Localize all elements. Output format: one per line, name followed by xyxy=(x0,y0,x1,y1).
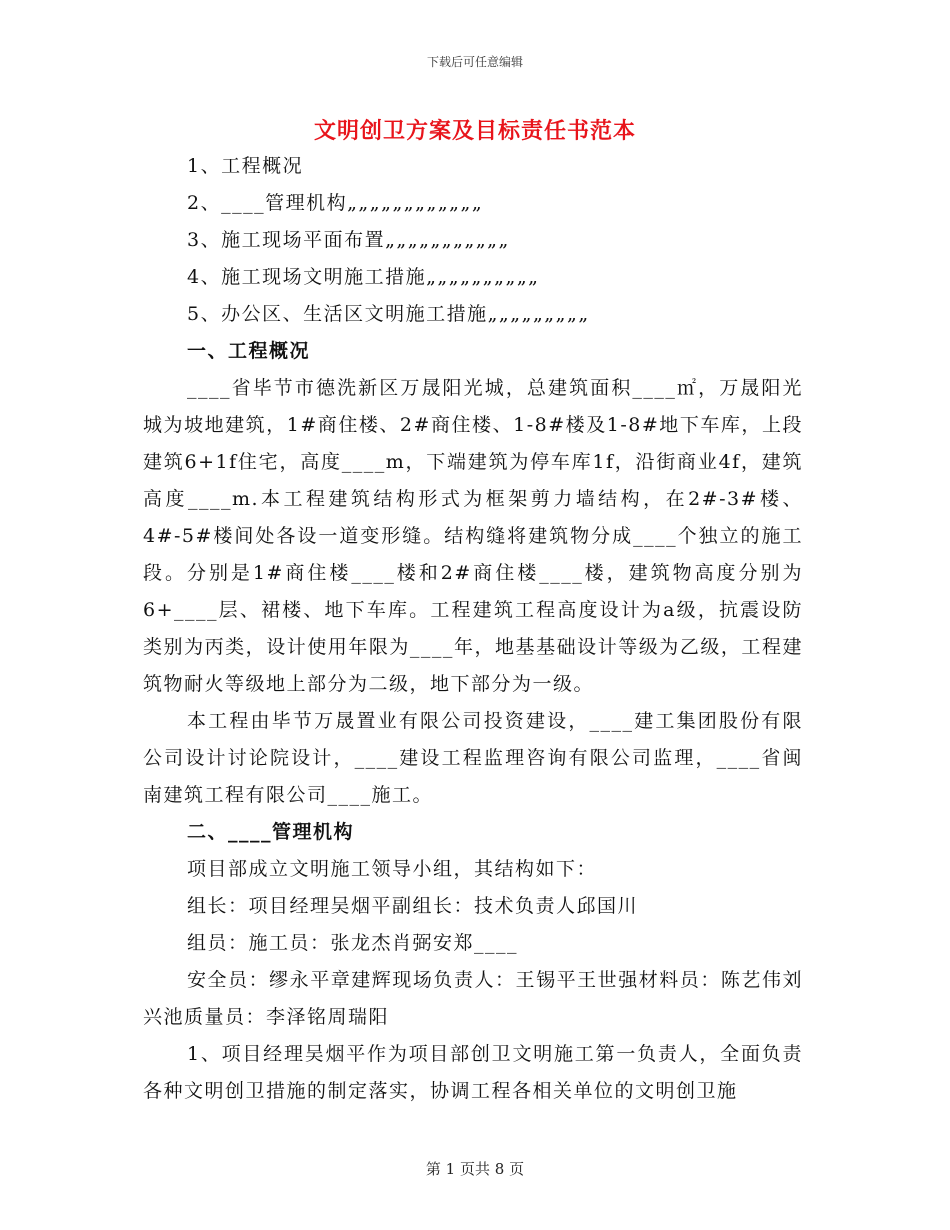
team-leader-line: 组长：项目经理吴烟平副组长：技术负责人邱国川 xyxy=(187,895,639,917)
document-title: 文明创卫方案及目标责任书范本 xyxy=(313,118,636,144)
parties-paragraph: 本工程由毕节万晟置业有限公司投资建设，____建工集团股份有限公司设计讨论院设计，____建设工程监理咨询有限公司监理，____省闽南建筑工程有限公司____施工。 xyxy=(143,710,803,806)
document-body xyxy=(143,148,803,1110)
toc-item-2: 2、____管理机构„„„„„„„„„„„„ xyxy=(187,192,484,214)
toc-item-4: 4、施工现场文明施工措施„„„„„„„„„„ xyxy=(187,266,540,288)
section-heading-overview: 一、工程概况 xyxy=(187,340,311,362)
team-members-line: 组员：施工员：张龙杰肖弼安郑____ xyxy=(187,932,519,954)
staff-paragraph: 安全员：缪永平章建辉现场负责人：王锡平王世强材料员：陈艺伟刘兴池质量员：李泽铭周瑞阳 xyxy=(143,969,803,1028)
header-note: 下载后可任意编辑 xyxy=(426,55,523,69)
toc-item-1: 1、工程概况 xyxy=(187,155,304,177)
section-heading-management: 二、____管理机构 xyxy=(187,821,355,843)
page-footer: 第 1 页共 8 页 xyxy=(425,1160,525,1178)
duty-paragraph: 1、项目经理吴烟平作为项目部创卫文明施工第一负责人，全面负责各种文明创卫措施的制定落实，协调工程各相关单位的文明创卫施 xyxy=(143,1043,803,1102)
toc-item-3: 3、施工现场平面布置„„„„„„„„„„„ xyxy=(187,229,510,251)
overview-paragraph: ____省毕节市德洗新区万晟阳光城，总建筑面积____㎡，万晟阳光城为坡地建筑，1#商住楼、2#商住楼、1-8#楼及1-8#地下车库，上段建筑6+1f住宅，高度____m，下端建筑为停车库1f，沿街商业4f，建筑高度____m.本工程建筑结构形式为框架剪力墙结构，在2#-3#楼、4#-5#楼间处各设一道变形缝。结构缝将建筑物分成____个独立的施工段。分别是1#商住楼____楼和2#商住楼____楼，建筑物高度分别为6+____层、裙楼、地下车库。工程建筑工程高度设计为a级，抗震设防类别为丙类，设计使用年限为____年，地基基础设计等级为乙级，工程建筑物耐火等级地上部分为二级，地下部分为一级。 xyxy=(143,377,803,695)
toc-item-5: 5、办公区、生活区文明施工措施„„„„„„„„„ xyxy=(187,303,590,325)
team-intro-line: 项目部成立文明施工领导小组，其结构如下： xyxy=(187,858,598,880)
